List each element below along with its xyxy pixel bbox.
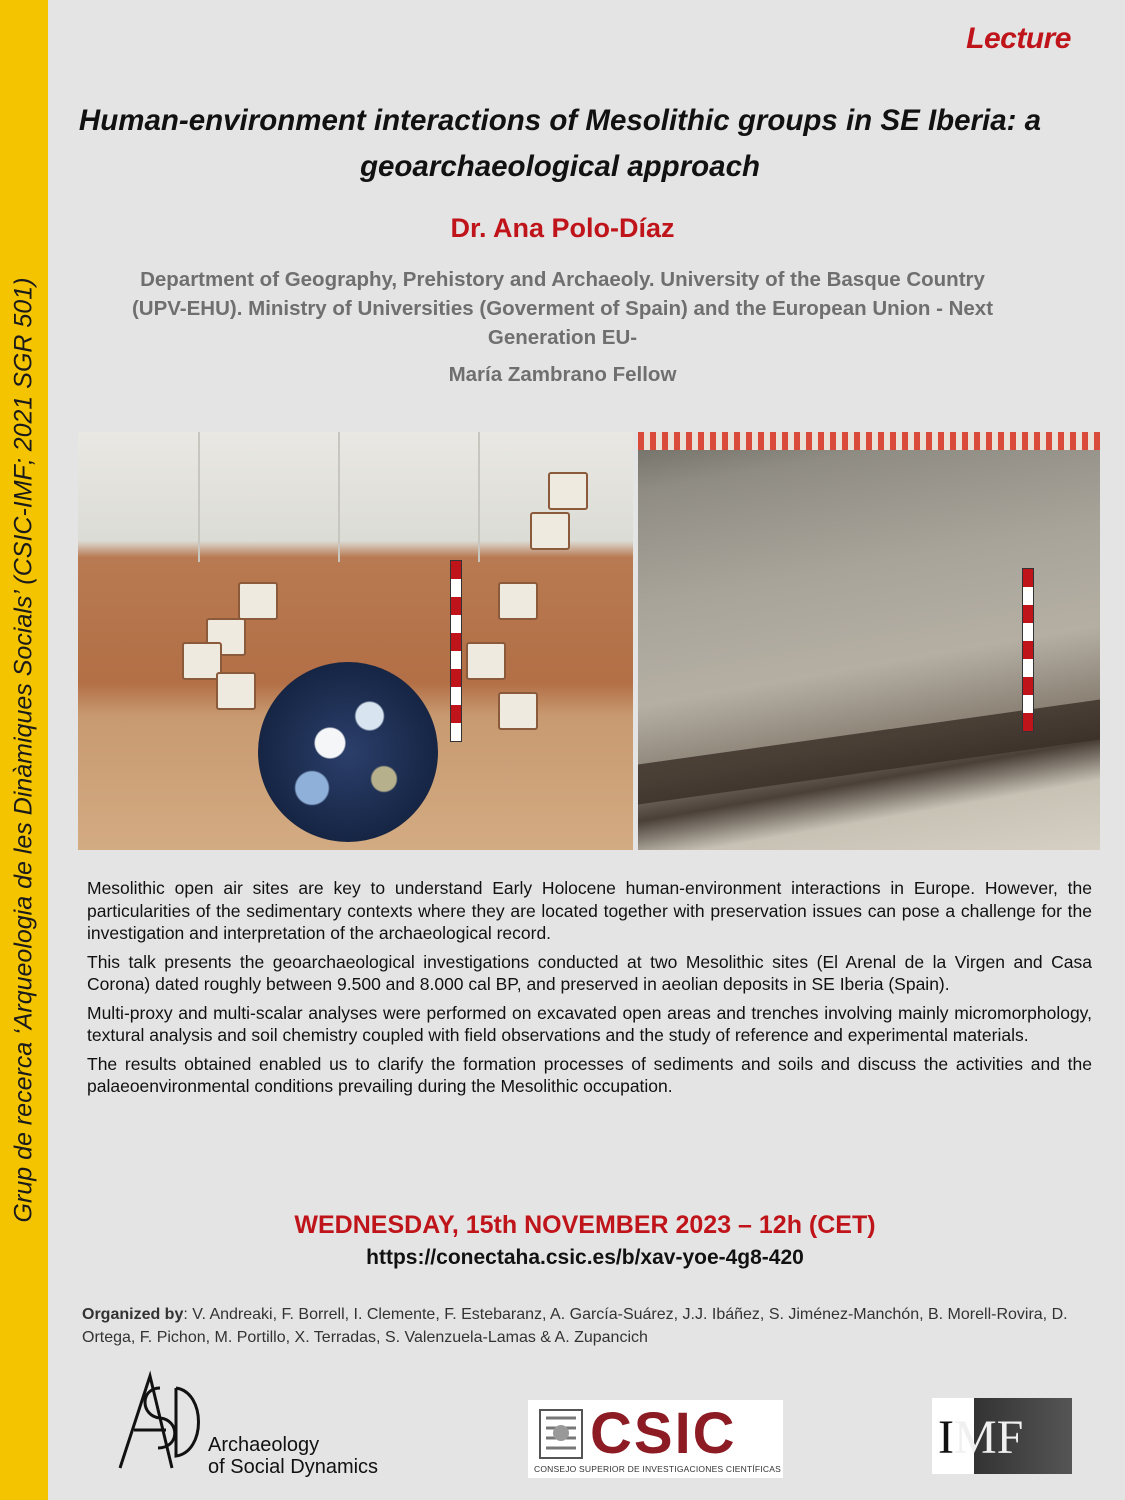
micromorphology-inset xyxy=(258,662,438,842)
abstract-paragraph: Multi-proxy and multi-scalar analyses were performed on excavated open areas and trenches involving mainly micromorphology, textural analysis and soil chemistry coupled with field observations and the study of reference and experimental materials. xyxy=(87,1002,1092,1045)
organizers xyxy=(82,1303,1102,1349)
event-date-time: WEDNESDAY, 15th NOVEMBER 2023 – 12h (CET) xyxy=(294,1211,876,1239)
sample-block xyxy=(216,672,256,710)
imf-wordmark xyxy=(938,1410,1023,1465)
tent-pole xyxy=(338,432,340,562)
abstract xyxy=(87,877,1092,1104)
sample-block xyxy=(466,642,506,680)
organizers-names: : V. Andreaki, F. Borrell, I. Clemente, F. Estebaranz, A. García-Suárez, J.J. Ibáñez, S. Jiménez-Manchón, B. Morell-Rovira, D. Ortega, F. Pichon, M. Portillo, X. Terradas, S. Valenzuela-Lamas & A. Zupancich xyxy=(82,1306,1068,1346)
csic-emblem-icon xyxy=(534,1404,588,1464)
sample-block xyxy=(498,582,538,620)
trench-photo-right xyxy=(638,432,1100,850)
scale-bar xyxy=(450,560,462,742)
speaker-affiliation: Department of Geography, Prehistory and Archaeoly. University of the Basque Country (UPV-EHU). Ministry of Universities (Goverment of Spain) and the European Union - Next Generation EU- xyxy=(131,268,994,349)
sample-block xyxy=(498,692,538,730)
sample-block xyxy=(530,512,570,550)
lecture-title: Human-environment interactions of Mesolithic groups in SE Iberia: a geoarchaeological approach xyxy=(78,104,1042,183)
scale-bar xyxy=(1022,568,1034,732)
asd-line-2: of Social Dynamics xyxy=(208,1456,379,1478)
lecture-label: Lecture xyxy=(966,22,1071,55)
asd-emblem-icon xyxy=(110,1368,220,1478)
asd-name xyxy=(208,1434,378,1478)
sample-block xyxy=(548,472,588,510)
event-link[interactable]: https://conectaha.csic.es/b/xav-yoe-4g8-420 xyxy=(366,1246,804,1269)
fence-net xyxy=(638,432,1100,450)
imf-logo xyxy=(932,1398,1072,1474)
csic-wordmark: CSIC xyxy=(590,1401,737,1466)
csic-subtitle: CONSEJO SUPERIOR DE INVESTIGACIONES CIENTÍFICAS xyxy=(534,1464,781,1474)
research-group-label: Grup de recerca ‘Arqueologia de les Dinàmiques Socials’ (CSIC-IMF; 2021 SGR 501) xyxy=(9,277,38,1223)
organizers-label: Organized by xyxy=(82,1306,184,1323)
speaker-fellowship: María Zambrano Fellow xyxy=(448,363,677,386)
imf-letters-mf: MF xyxy=(953,1411,1024,1464)
abstract-paragraph: Mesolithic open air sites are key to understand Early Holocene human-environment interactions in Europe. However, the particularities of the sedimentary contexts where they are located together with preservation issues can pose a challenge for the investigation and interpretation of the archaeological record. xyxy=(87,878,1092,943)
asd-logo xyxy=(110,1368,400,1478)
asd-line-1: Archaeology xyxy=(208,1434,320,1456)
tent-pole xyxy=(198,432,200,562)
abstract-paragraph: The results obtained enabled us to clarify the formation processes of sediments and soils and discuss the activities and the palaeoenvironmental conditions prevailing during the Mesolithic occupation. xyxy=(87,1053,1092,1096)
tent-pole xyxy=(478,432,480,562)
abstract-paragraph: This talk presents the geoarchaeological investigations conducted at two Mesolithic sites (El Arenal de la Virgen and Casa Corona) dated roughly between 9.500 and 8.000 cal BP, and preserved in aeolian deposits in SE Iberia (Spain). xyxy=(87,951,1092,994)
csic-logo xyxy=(528,1400,783,1478)
sample-block xyxy=(238,582,278,620)
imf-letter-i: I xyxy=(938,1411,954,1464)
speaker-name: Dr. Ana Polo-Díaz xyxy=(450,213,675,243)
